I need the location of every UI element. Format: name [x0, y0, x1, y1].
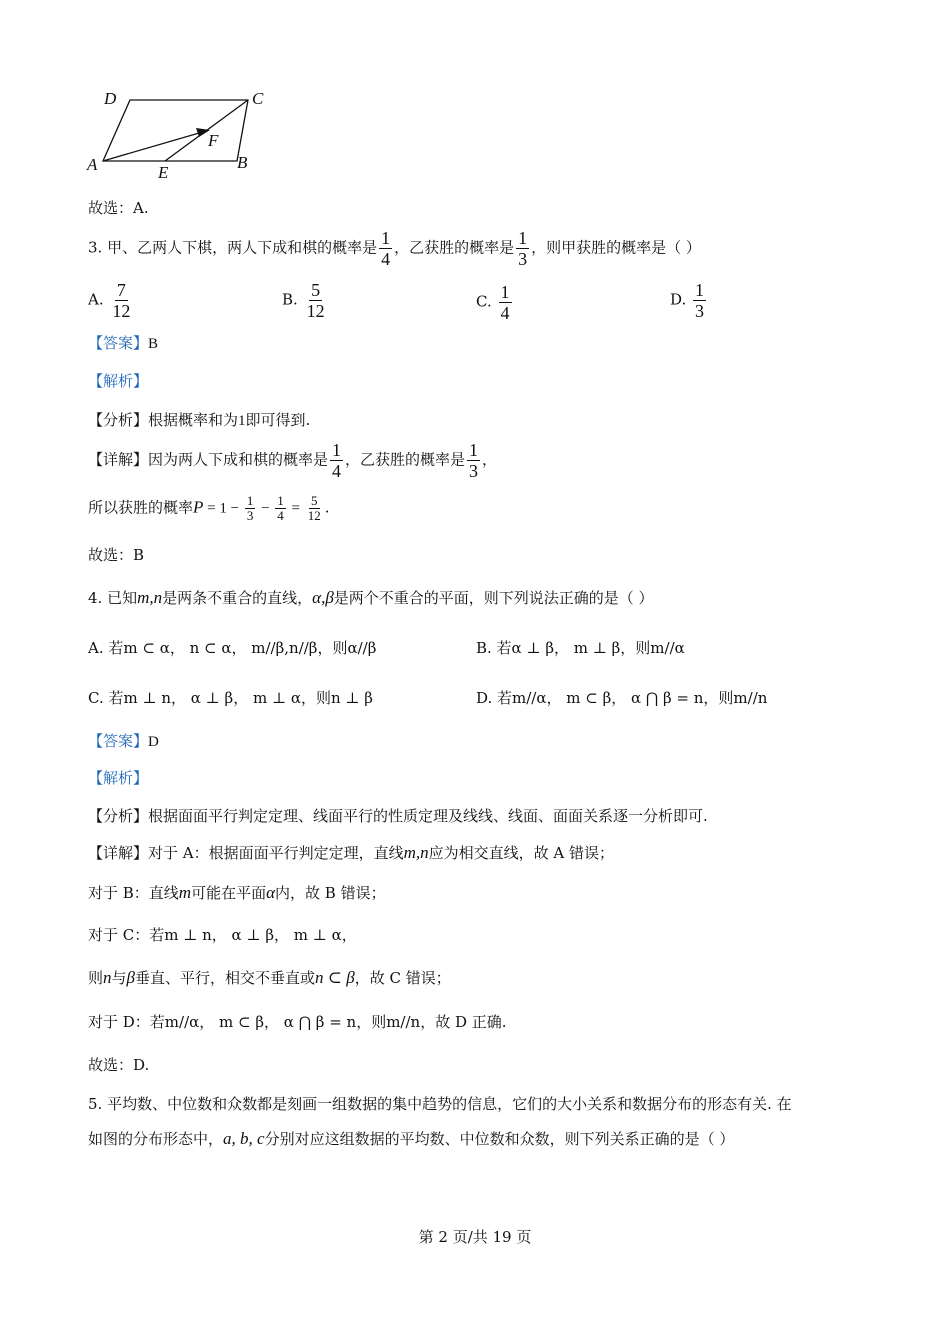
q3-mid: ，乙获胜的概率是 [394, 238, 515, 257]
q3-option-c-den: 4 [500, 303, 510, 323]
q3-calc-f3-num: 5 [311, 493, 318, 508]
q3-detail-prefix: 因为两人下成和棋的概率是 [148, 450, 329, 469]
label-C: C [252, 89, 264, 108]
q3-frac-win [516, 228, 529, 269]
q4-stem [88, 588, 654, 608]
q3-frac-draw-den: 4 [381, 249, 391, 269]
q3-option-a-letter: A. [88, 290, 104, 309]
q3-calc-eq1: = 1 − [203, 500, 243, 517]
q5-line2-b: 分别对应这组数据的平均数、中位数和众数，则下列关系正确的是（ ） [264, 1130, 735, 1148]
q3-analysis-tag-text: 【解析】 [88, 372, 149, 390]
q3-calc-f2 [275, 494, 286, 523]
q3-detail-frac2-num: 1 [469, 440, 479, 460]
q3-detail-frac2-den: 3 [469, 461, 479, 481]
q4-analysis-tag-text: 【解析】 [88, 769, 149, 787]
q3-frac-draw-num: 1 [381, 228, 391, 248]
q3-option-b-num: 5 [311, 280, 321, 300]
q4-fenxi-text: 根据面面平行判定定理、线面平行的性质定理及线线、线面、面面关系逐一分析即可. [148, 807, 708, 825]
q3-option-a [88, 280, 134, 321]
parallelogram-figure [82, 86, 282, 186]
q4-lineC2-a: 则 [88, 969, 104, 987]
q4-answer [88, 731, 159, 752]
label-D: D [104, 89, 117, 108]
q4-lineB-alpha: α [266, 883, 276, 902]
q4-lineC2-beta: β [126, 968, 135, 987]
q5-abc: a, b, c [223, 1129, 265, 1148]
q4-mn: m,n [137, 588, 163, 607]
q4-lineC2-d: ，故 C 错误； [354, 969, 451, 987]
q5-line2 [88, 1129, 734, 1149]
label-F: F [208, 131, 219, 150]
parallelogram-shape [103, 100, 248, 161]
q3-option-a-den: 12 [112, 301, 131, 321]
q3-analysis-tag [88, 371, 148, 391]
label-A: A [87, 155, 98, 174]
q3-calc-f1-num: 1 [246, 493, 254, 508]
q3-option-c [476, 282, 514, 323]
q4-option-c: C. 若m ⊥ n， α ⊥ β， m ⊥ α，则n ⊥ β [88, 689, 373, 707]
q4-fenxi [88, 806, 708, 826]
q3-option-b-den: 12 [306, 301, 325, 321]
q3-fenxi [88, 410, 310, 431]
q4-detail-c2 [88, 968, 451, 988]
q3-calc-f1 [245, 494, 256, 523]
q4-option-a: A. 若m ⊂ α， n ⊂ α， m//β,n//β，则α//β [88, 639, 377, 657]
q3-suffix: ，则甲获胜的概率是（ ） [531, 238, 701, 257]
q3-detail-tag: 【详解】 [88, 450, 149, 469]
q3-frac-win-den: 3 [518, 249, 528, 269]
q3-detail-frac1 [330, 440, 343, 481]
q4-ab: α,β [312, 588, 334, 607]
q4-analysis-tag [88, 768, 148, 788]
q4-lineC2-c: 垂直、平行，相交不垂直或 [135, 969, 316, 987]
q3-option-b-frac [305, 280, 327, 321]
q4-detail-a [88, 843, 614, 863]
q3-frac-win-num: 1 [518, 228, 528, 248]
q4-prefix: 4. 已知 [88, 589, 138, 607]
label-B: B [237, 153, 248, 172]
q3-option-c-letter: C. [476, 292, 492, 311]
q4-detail-c: 对于 C：若m ⊥ n， α ⊥ β， m ⊥ α， [88, 926, 357, 944]
q3-stem [88, 228, 701, 269]
q4-lineB-c: 内，故 B 错误； [275, 884, 386, 902]
q3-fenxi-b: 即可得到. [245, 411, 311, 429]
q5-line2-a: 如图的分布形态中， [88, 1130, 224, 1148]
q3-option-d-den: 3 [695, 301, 705, 321]
q3-option-d-letter: D. [670, 290, 687, 309]
q5-line1: 5. 平均数、中位数和众数都是刻画一组数据的集中趋势的信息，它们的大小关系和数据分布的形态有关. 在 [88, 1095, 792, 1113]
q3-detail-mid: ，乙获胜的概率是 [345, 450, 466, 469]
q4-lineB-a: 对于 B：直线 [88, 884, 179, 902]
q4-conclusion: 故选：D. [88, 1056, 150, 1074]
q4-detail-a2: 应为相交直线，故 A 错误； [428, 844, 615, 862]
q4-detail-a-mn: m,n [403, 843, 429, 862]
q3-calc-P: P [193, 497, 204, 517]
q3-option-a-frac [110, 280, 132, 321]
q4-lineC2-b: 与 [111, 969, 127, 987]
q3-detail-frac1-num: 1 [332, 440, 342, 460]
q4-answer-tag: 【答案】 [88, 732, 149, 750]
q3-calc-f2-num: 1 [277, 493, 284, 508]
q3-calc-f3 [306, 494, 323, 523]
q4-detail-tag: 【详解】 [88, 844, 149, 862]
q3-fenxi-a: 根据概率和为 [148, 411, 239, 429]
q3-option-a-num: 7 [116, 280, 126, 300]
q4-option-b: B. 若α ⊥ β， m ⊥ β，则m//α [476, 639, 685, 657]
label-E: E [158, 163, 169, 182]
page-footer: 第 2 页/共 19 页 [418, 1228, 532, 1246]
q4-answer-value: D [148, 734, 159, 750]
segment-AF [103, 131, 206, 161]
q3-option-b [282, 280, 329, 321]
q4-lineB-m: m [178, 883, 192, 902]
q3-calc-end: . [324, 498, 330, 517]
q3-calc-f2-den: 4 [277, 508, 284, 523]
q3-prefix: 3. 甲、乙两人下棋，两人下成和棋的概率是 [88, 238, 378, 257]
q4-lineB-b: 可能在平面 [191, 884, 267, 902]
q3-answer [88, 333, 158, 354]
q3-fenxi-tag: 【分析】 [88, 411, 149, 429]
q3-option-d-frac [693, 280, 706, 321]
q4-fenxi-tag: 【分析】 [88, 807, 149, 825]
q3-fenxi-one: 1 [238, 413, 246, 429]
q3-answer-tag: 【答案】 [88, 334, 149, 352]
q3-calc-f3-den: 12 [307, 508, 321, 523]
q3-detail-end: ， [482, 450, 498, 469]
q3-detail-frac1-den: 4 [332, 461, 342, 481]
q3-option-d-num: 1 [695, 280, 705, 300]
q3-answer-value: B [148, 336, 159, 352]
q4-mid1: 是两条不重合的直线， [162, 589, 313, 607]
q4-detail-d: 对于 D：若m//α， m ⊂ β， α ⋂ β = n，则m//n，故 D 正确. [88, 1013, 507, 1031]
q4-lineC2-rel: n ⊂ β [315, 968, 355, 987]
q3-conclusion: 故选：B [88, 546, 145, 564]
q4-mid2: 是两个不重合的平面，则下列说法正确的是（ ） [333, 589, 654, 607]
q3-calc-minus: − [257, 500, 274, 517]
q3-option-c-num: 1 [500, 282, 510, 302]
q3-frac-draw [379, 228, 392, 269]
q3-calc-eq2: = [287, 500, 304, 517]
q3-option-d [670, 280, 708, 321]
segment-EC [165, 100, 248, 161]
q3-calc-f1-den: 3 [246, 508, 254, 523]
q4-option-d: D. 若m//α， m ⊂ β， α ⋂ β = n，则m//n [476, 689, 768, 707]
q4-lineC2-n: n [103, 968, 112, 987]
q3-option-c-frac [499, 282, 512, 323]
q3-calc-prefix: 所以获胜的概率 [88, 498, 194, 517]
q3-detail-frac2 [467, 440, 480, 481]
q4-detail-a1: 对于 A：根据面面平行判定定理，直线 [148, 844, 404, 862]
q2-conclusion: 故选：A. [88, 199, 149, 217]
q4-detail-b [88, 883, 386, 903]
q3-detail [88, 440, 497, 481]
q3-option-b-letter: B. [282, 290, 298, 309]
q3-calc [88, 494, 330, 523]
